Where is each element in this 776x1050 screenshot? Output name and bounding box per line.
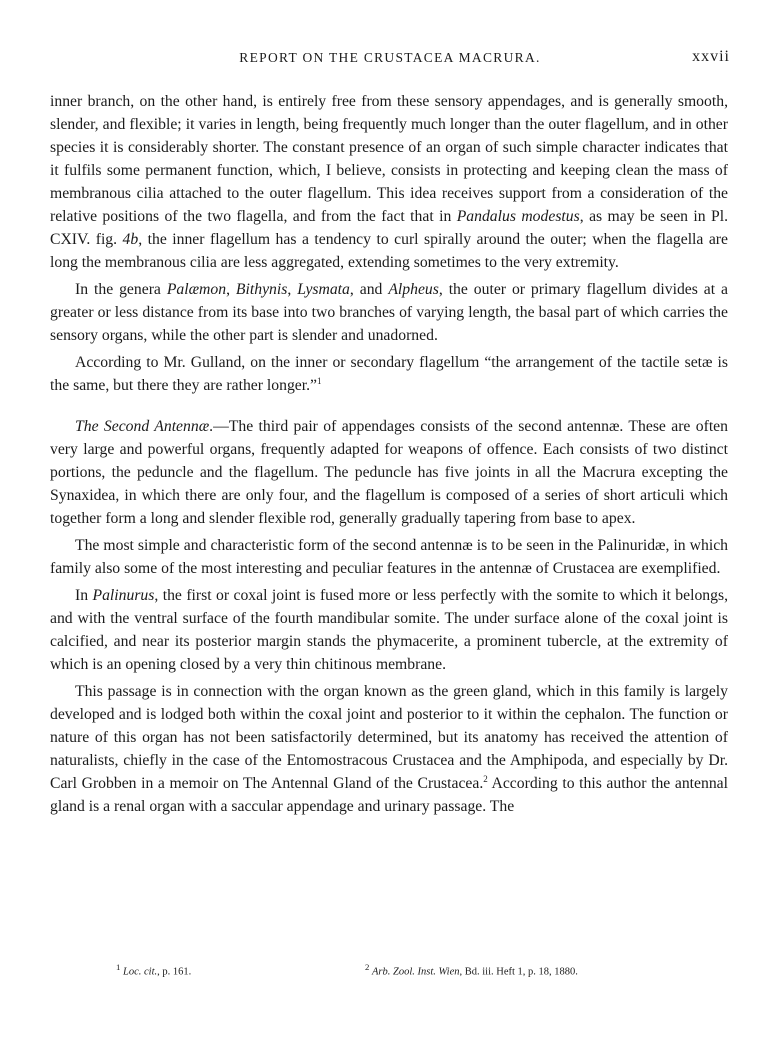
running-title: REPORT ON THE CRUSTACEA MACRURA. xyxy=(239,50,541,65)
text-run: .—The third pair of appendages consists of the second antennæ. These are often very large and powerful organs, frequently adapted for weapons of offence. Each consists of two distinct portions, the peduncle and the flagellum. The peduncle has five joints in all the Macrura excepting the Synaxidea, in which there are only four, and the flagellum is composed of a series of short articuli which together form a long and slender flexible rod, generally gradually tapering from base to apex. xyxy=(50,418,728,527)
paragraph-7 xyxy=(50,680,728,818)
footnote-mark: 2 xyxy=(365,962,370,972)
footnote-citation: Arb. Zool. Inst. Wien xyxy=(372,966,460,978)
text-run: In the genera xyxy=(75,281,167,298)
italic-term: Palæmon xyxy=(166,281,227,298)
footnote-ref: 1 xyxy=(317,375,322,386)
text-run: According to Mr. Gulland, on the inner or secondary flagellum “the arrangement of the tactile setæ is the same, but there they are rather longer.” xyxy=(50,354,728,394)
section-heading: The Second Antennæ xyxy=(75,418,210,435)
text-run: In xyxy=(75,587,93,604)
text-run: This passage is in connection with the organ known as the green gland, which in this family is largely developed and is lodged both within the coxal joint and posterior to it within the cephalon. The function or nature of this organ has not been satisfactorily determined, but its anatomy has received the attention of naturalists, chiefly in the case of the Entomostracous Crustacea and the Amphipoda, and especially by Dr. Carl Grobben in a memoir on The Antennal Gland of the Crustacea. xyxy=(50,683,728,792)
text-run: inner branch, on the other hand, is entirely free from these sensory appendages, and is generally smooth, slender, and flexible; it varies in length, being frequently much longer than the outer flagellum, and in other species it is considerably shorter. The constant presence of an organ of such simple character indicates that it fulfils some permanent function, which, I believe, consists in protecting and keeping clean the mass of membranous cilia attached to the outer flagellum. This idea receives support from a consideration of the relative positions of the two flagella, and from the fact that in xyxy=(50,93,728,225)
paragraph-6 xyxy=(50,584,728,676)
text-run: According to this author the antennal gland is a renal organ with a saccular appendage and urinary passage. The xyxy=(50,775,728,815)
footnote-text: , Bd. iii. Heft 1, p. 18, 1880. xyxy=(459,966,578,978)
footnote-text: , p. 161. xyxy=(157,966,192,978)
paragraph-2 xyxy=(50,278,728,347)
text-run: , the inner flagellum has a tendency to curl spirally around the outer; when the flagella are long the membranous cilia are less aggregated, extending sometimes to the very extremity. xyxy=(50,231,728,271)
italic-term: Palinurus xyxy=(92,587,155,604)
paragraph-4 xyxy=(50,415,728,530)
text-run: , and xyxy=(349,281,389,298)
paragraph-3 xyxy=(50,351,728,397)
text-run: , the first or coxal joint is fused more or less perfectly with the somite to which it belongs, and with the ventral surface of the fourth mandibular somite. The under surface alone of the coxal joint is calcified, and near its posterior margin stands the phymacerite, a prominent tubercle, at the extremity of which is an opening closed by a very thin chitinous membrane. xyxy=(50,587,728,673)
footnote-ref: 2 xyxy=(483,773,488,784)
italic-term: 4b xyxy=(122,231,139,248)
italic-term: Alpheus xyxy=(388,281,439,298)
paragraph-5 xyxy=(50,534,728,580)
italic-term: Pandalus modestus xyxy=(456,208,580,225)
footnote-citation: Loc. cit. xyxy=(123,966,158,978)
text-run: , as may be seen in Pl. CXIV. fig. xyxy=(50,208,729,248)
page-header xyxy=(50,46,730,70)
paragraph-1 xyxy=(50,90,728,274)
footnote-mark: 1 xyxy=(116,962,121,972)
footnote-2 xyxy=(365,958,578,982)
text-run: , xyxy=(226,281,236,298)
text-run: The most simple and characteristic form of the second antennæ is to be seen in the Palinuridæ, in which family also some of the most interesting and peculiar features in the antennæ of Crustacea are exemplified. xyxy=(50,537,728,577)
italic-term: Lysmata xyxy=(297,281,350,298)
text-run: , xyxy=(287,281,298,298)
text-run: , the outer or primary flagellum divides at a greater or less distance from its base into two branches of varying length, the basal part of which carries the sensory organs, while the other part is slender and unadorned. xyxy=(50,281,728,344)
footnote-1 xyxy=(116,958,191,982)
body-text xyxy=(50,90,728,818)
page-number: xxvii xyxy=(692,48,730,65)
italic-term: Bithynis xyxy=(235,281,288,298)
